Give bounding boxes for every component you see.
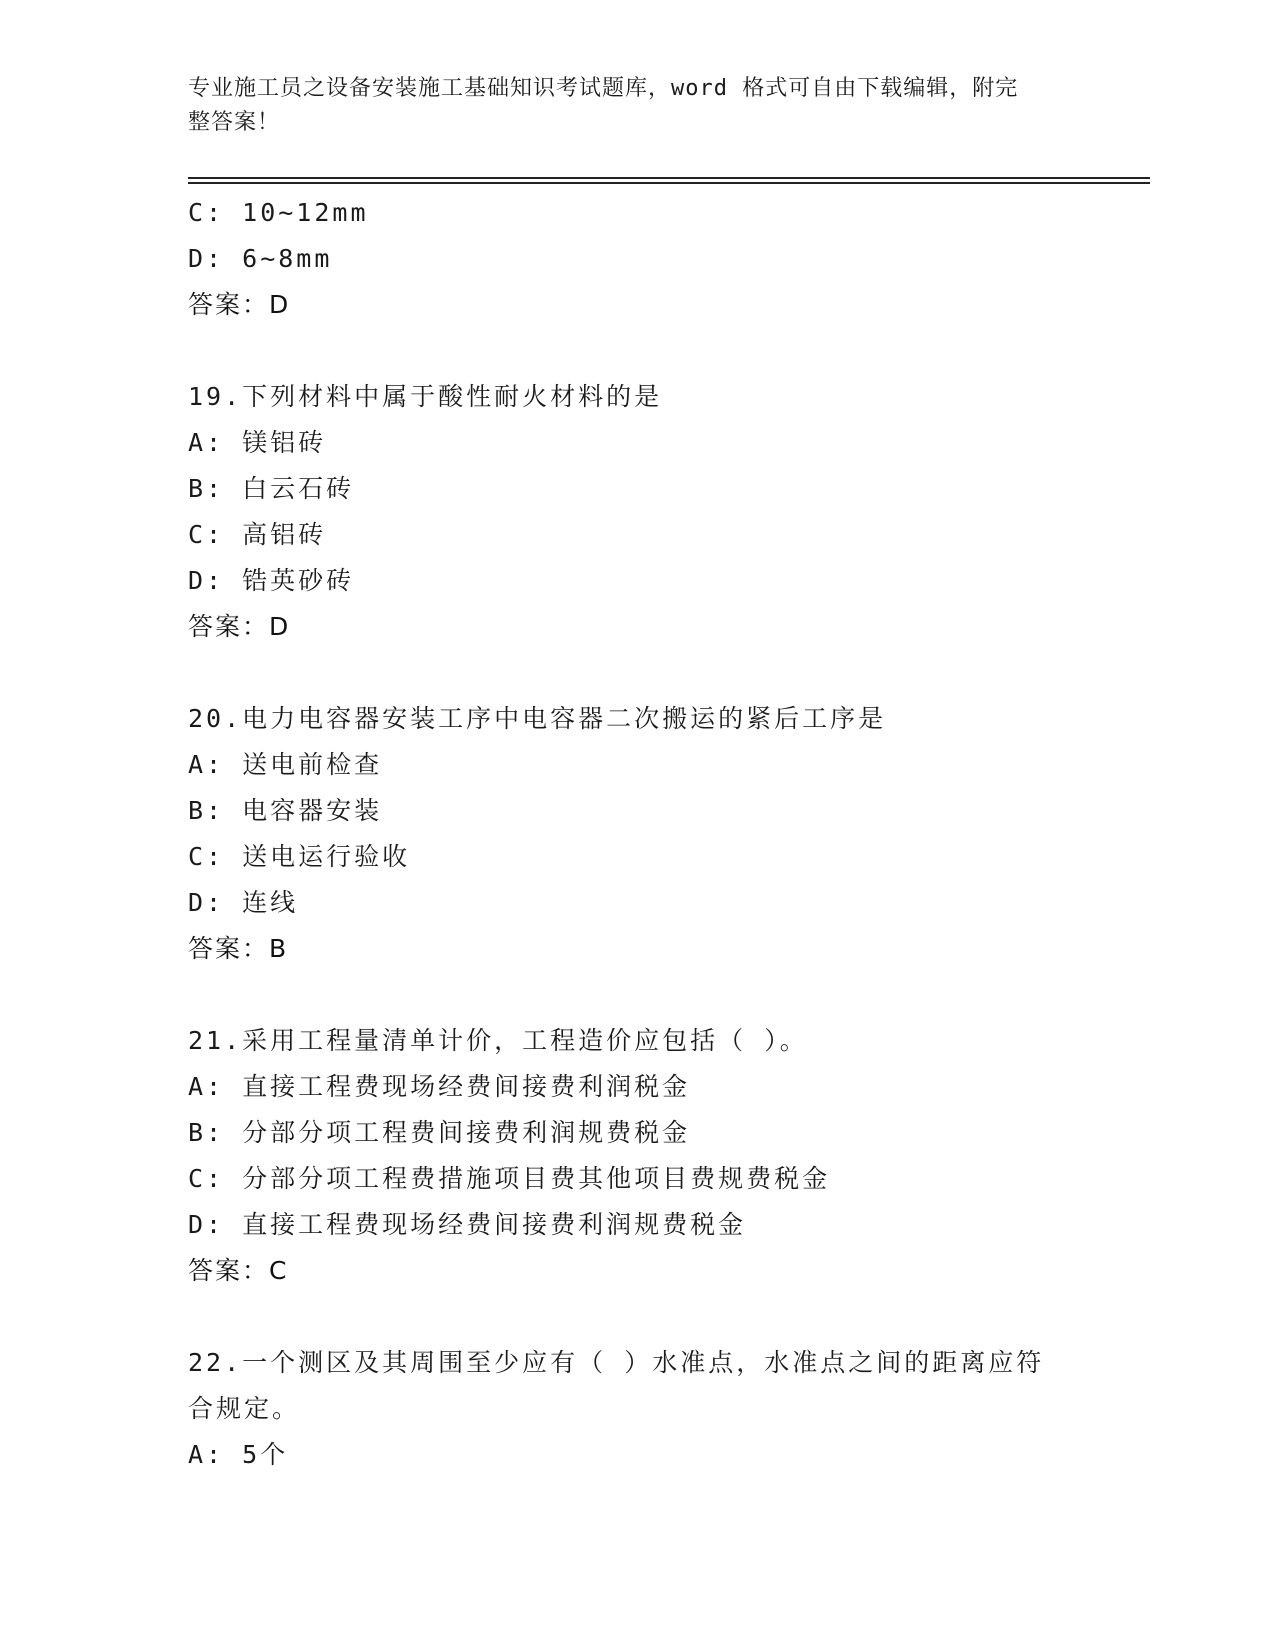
document-header — [188, 72, 1068, 140]
option-c: C: 10~12mm — [188, 198, 369, 227]
option-d: D: 连线 — [188, 888, 299, 917]
option-a: A: 直接工程费现场经费间接费利润税金 — [188, 1072, 691, 1101]
question-19 — [188, 374, 1088, 650]
question-title-line-1: 22.一个测区及其周围至少应有（ ）水准点，水准点之间的距离应符 — [188, 1348, 1045, 1377]
option-a: A: 5个 — [188, 1440, 289, 1469]
question-title-line-2: 合规定。 — [188, 1394, 301, 1423]
option-a: A: 镁铝砖 — [188, 428, 327, 457]
question-21 — [188, 1018, 1088, 1294]
question-20 — [188, 696, 1088, 972]
previous-question — [188, 190, 1088, 328]
question-title: 21.采用工程量清单计价，工程造价应包括（ ）。 — [188, 1026, 808, 1055]
answer: 答案：D — [188, 290, 291, 319]
option-b: B: 分部分项工程费间接费利润规费税金 — [188, 1118, 691, 1147]
answer: 答案：C — [188, 1256, 289, 1285]
answer: 答案：D — [188, 612, 291, 641]
question-22 — [188, 1340, 1088, 1478]
option-b: B: 白云石砖 — [188, 474, 355, 503]
option-d: D: 锆英砂砖 — [188, 566, 355, 595]
header-line-2: 整答案！ — [188, 110, 281, 135]
answer: 答案：B — [188, 934, 289, 963]
option-b: B: 电容器安装 — [188, 796, 383, 825]
option-d: D: 6~8mm — [188, 244, 333, 273]
option-c: C: 送电运行验收 — [188, 842, 411, 871]
option-a: A: 送电前检查 — [188, 750, 383, 779]
header-divider-bottom — [188, 182, 1150, 184]
option-d: D: 直接工程费现场经费间接费利润规费税金 — [188, 1210, 747, 1239]
option-c: C: 高铝砖 — [188, 520, 327, 549]
question-title: 20.电力电容器安装工序中电容器二次搬运的紧后工序是 — [188, 704, 887, 733]
question-list — [188, 190, 1088, 1478]
header-divider-top — [188, 177, 1150, 179]
question-title: 19.下列材料中属于酸性耐火材料的是 — [188, 382, 663, 411]
option-c: C: 分部分项工程费措施项目费其他项目费规费税金 — [188, 1164, 831, 1193]
header-line-1: 专业施工员之设备安装施工基础知识考试题库，word 格式可自由下载编辑，附完 — [188, 76, 1019, 101]
